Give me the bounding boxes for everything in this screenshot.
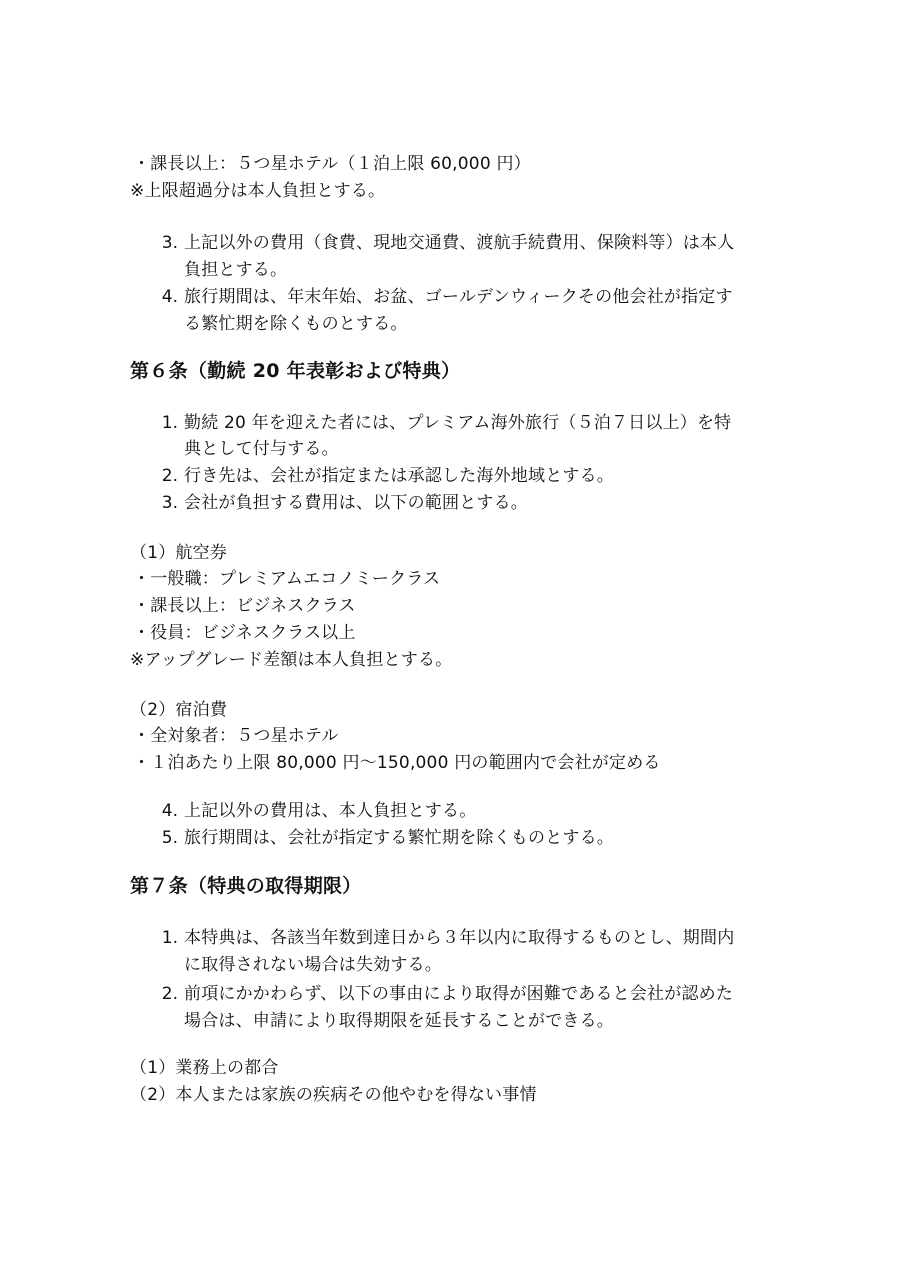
note-overage: ※上限超過分は本人負担とする。 [130, 181, 386, 201]
list-item-text: 旅行期間は、年末年始、お盆、ゴールデンウィークその他会社が指定す [184, 287, 733, 307]
item-number: 1. [161, 413, 178, 433]
airfare-note: ※アップグレード差額は本人負担とする。 [130, 650, 453, 670]
list-item-text: 本特典は、各該当年数到達日から３年以内に取得するものとし、期間内 [184, 928, 735, 948]
item-number: 4. [161, 801, 178, 821]
lodging-label: （2）宿泊費 [130, 700, 228, 720]
item-number: 1. [161, 928, 178, 948]
item-number: 2. [161, 984, 178, 1004]
item-number: 3. [161, 233, 178, 253]
list-item-text-cont: 典として付与する。 [184, 439, 339, 459]
item-number: 2. [161, 466, 178, 486]
bullet-exec-hotel: ・課長以上：５つ星ホテル（１泊上限 60,000 円） [133, 154, 531, 174]
list-item-text-cont: に取得されない場合は失効する。 [184, 955, 442, 975]
list-item-text-cont: 負担とする。 [184, 260, 288, 280]
lodging-line: ・全対象者：５つ星ホテル [133, 726, 339, 746]
article-6-heading: 第６条（勤続 20 年表彰および特典） [130, 360, 461, 382]
lodging-line: ・１泊あたり上限 80,000 円～150,000 円の範囲内で会社が定める [133, 753, 661, 773]
airfare-line: ・役員：ビジネスクラス以上 [133, 623, 356, 643]
list-item-text: 旅行期間は、会社が指定する繁忙期を除くものとする。 [184, 828, 614, 848]
article-7-heading: 第７条（特典の取得期限） [130, 875, 362, 897]
reason-item: （2）本人または家族の疾病その他やむを得ない事情 [130, 1085, 537, 1105]
list-item-text-cont: 場合は、申請により取得期限を延長することができる。 [184, 1011, 614, 1031]
list-item-text: 前項にかかわらず、以下の事由により取得が困難であると会社が認めた [184, 984, 734, 1004]
item-number: 3. [161, 493, 178, 513]
item-number: 5. [161, 828, 178, 848]
airfare-line: ・一般職：プレミアムエコノミークラス [133, 569, 441, 589]
list-item-text: 勤続 20 年を迎えた者には、プレミアム海外旅行（５泊７日以上）を特 [184, 413, 732, 433]
airfare-line: ・課長以上：ビジネスクラス [133, 596, 356, 616]
list-item-text: 上記以外の費用は、本人負担とする。 [184, 801, 477, 821]
list-item-text: 会社が負担する費用は、以下の範囲とする。 [184, 493, 528, 513]
airfare-label: （1）航空券 [130, 543, 228, 563]
list-item-text: 上記以外の費用（食費、現地交通費、渡航手続費用、保険料等）は本人 [184, 233, 735, 253]
reason-item: （1）業務上の都合 [130, 1058, 279, 1078]
list-item-text: 行き先は、会社が指定または承認した海外地域とする。 [184, 466, 614, 486]
list-item-text-cont: る繁忙期を除くものとする。 [184, 314, 408, 334]
item-number: 4. [161, 287, 178, 307]
